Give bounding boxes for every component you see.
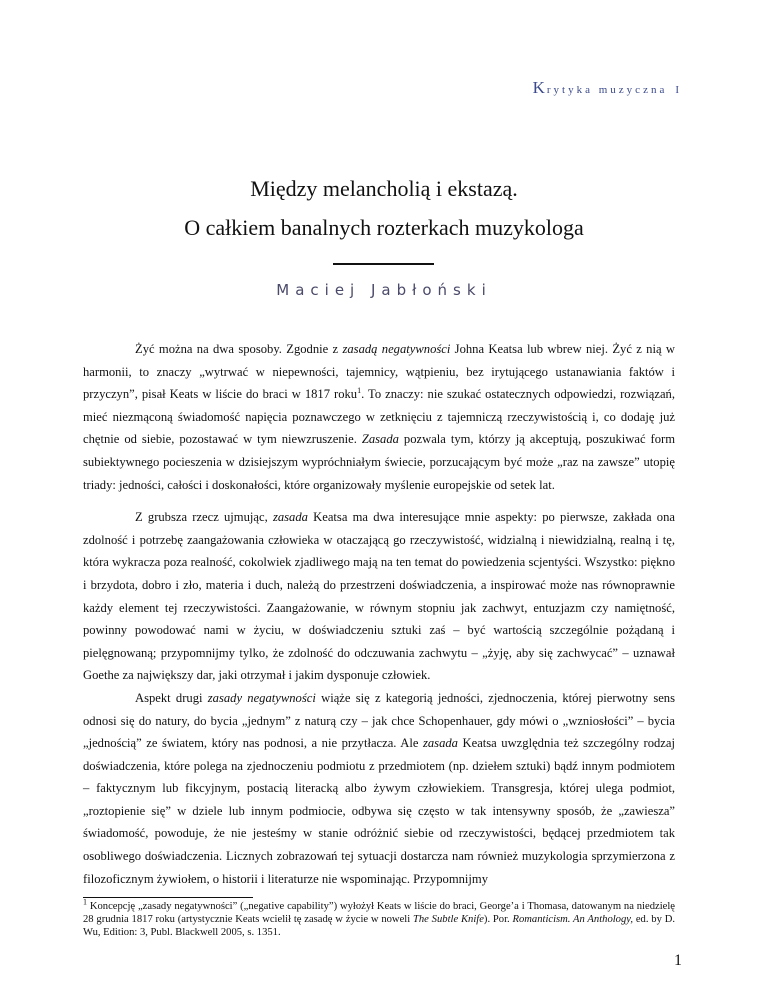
article-title-line1: Między melancholią i ekstazą. (250, 176, 518, 201)
running-header (533, 78, 682, 98)
footnote-divider (83, 897, 253, 898)
text-run: . To znaczy: nie szukać ostatecznych odpowiedzi, rozwiązań, mieć niezmąconą świadomość napięcia poznawczego w zetknięciu z tajemniczą rzeczywistością i, co dodaję już chętnie od siebie, pozostawać w tym niewzruszenie. (83, 387, 675, 447)
text-run: ed. by D. Wu, Edition: 3, Publ. Blackwell 2005, s. 1351. (83, 914, 675, 938)
paragraph-3 (83, 687, 675, 890)
paragraph-1 (83, 338, 675, 496)
author-name: Maciej Jabłoński (276, 281, 492, 299)
title-divider (333, 263, 434, 265)
text-run: Żyć można na dwa sposoby. Zgodnie z (135, 342, 343, 356)
article-title-line2: O całkiem banalnych rozterkach muzykologa (184, 215, 584, 240)
text-run: Z grubsza rzecz ujmując, (135, 510, 273, 525)
italic-term: zasadą negatywności (342, 342, 451, 356)
article-body (83, 338, 675, 900)
text-run: Koncepcję „zasady negatywności” („negative capability”) wyłożył Keats w liście do braci, George’a i Thomasa, datowanym na niedzielę 28 grudnia 1817 roku (artystycznie Keats wcielił tę zasadę w życie w noweli (83, 901, 675, 925)
header-number: I (675, 84, 682, 96)
italic-title: Romanticism. An Anthology, (512, 914, 634, 925)
page-number: 1 (674, 952, 682, 969)
text-run: pozwala tym, którzy ją akceptują, poszukiwać form subiektywnego pocieszenia w dzisiejszym wypróchniałym świecie, porzucającym być może „raz na zawsze” utopię triady: jedności, całości i doskonałości, które organizowały myślenie europejskie od setek lat. (83, 432, 676, 492)
text-run: wiąże się z kategorią jedności, zjednoczenia, której pierwotny sens odnosi się do natury, do bycia „jednym” z naturą czy – jak chce Schopenhauer, gdy mówi o „wzniosłości” – bycia „jednością” ze światem, który nas podnosi, a nie przytłacza. Ale (83, 690, 676, 751)
text-run: Keatsa ma dwa interesujące mnie aspekty: po pierwsze, zakłada ona zdolność i potrzebę zaangażowania człowieka w otaczającą go rzeczywistość, widzialną i niewidzialną, realną i tę, która wykracza poza realność, cokolwiek zjadliwego mają na ten temat do powiedzenia scjentyści. Wszystko: piękno i brzydota, dobro i zło, materia i duch, należą do przestrzeni doświadczenia, a inspirować może nas równoprawnie każdy element tej rzeczywistości. Zaangażowanie, w równym stopniu jak zachwyt, entuzjazm czy namiętność, powinny powodować nami w życiu, w doświadczeniu sztuki zaś – być wartością szczególnie pożądaną i pielęgnowaną; przypomnijmy tylko, że zdolność do odczuwania zachwytu – „żyję, aby się zachwycać” – uznawał Goethe za największy dar, jaki otrzymał i jakim dysponuje człowiek. (83, 510, 675, 683)
paragraph-2 (83, 506, 675, 687)
italic-term: Zasada (361, 432, 399, 447)
header-initial: K (532, 78, 547, 97)
header-text: rytyka muzyczna (546, 84, 668, 96)
footnote-mark: 1 (83, 897, 87, 907)
footnote-1 (83, 897, 675, 939)
text-run: ). Por. (483, 914, 513, 925)
footnote-ref[interactable]: 1 (357, 386, 362, 395)
italic-title: The Subtle Knife (412, 914, 484, 925)
italic-term: zasada (272, 510, 308, 525)
text-run: Johna Keatsa lub wbrew niej. Żyć z nią w harmonii, to znaczy „wytrwać w niepewności, tajemnicy, wątpieniu, bez irytującego ustanawiania faktów i przyczyn”, pisał Keats w liście do braci w 1817 roku (83, 342, 675, 402)
italic-term: zasady negatywności (207, 690, 316, 705)
text-run: Aspekt drugi (135, 690, 208, 705)
italic-term: zasada (422, 736, 458, 751)
text-run: Keatsa uwzględnia też szczególny rodzaj doświadczenia, które polega na zjednoczeniu podmiotu z przedmiotem (np. dziełem sztuki) bądź innym podmiotem – faktycznym lub fikcyjnym, postacią literacką albo żywym człowiekiem. Transgresja, której ulega podmiot, „roztopienie się” w dziele lub innym podmiocie, odbywa się często w tak intensywny sposób, że „zawiesza” świadomość, powoduje, że nie jesteśmy w stanie odróżnić siebie od rzeczywistości, będącej przedmiotem tak osobliwego doświadczenia. Licznych zobrazowań tej sytuacji dostarcza nam również muzykologia sprzymierzona z filozoficznym żywiołem, o historii i literaturze nie wspominając. Przypomnijmy (83, 736, 675, 886)
